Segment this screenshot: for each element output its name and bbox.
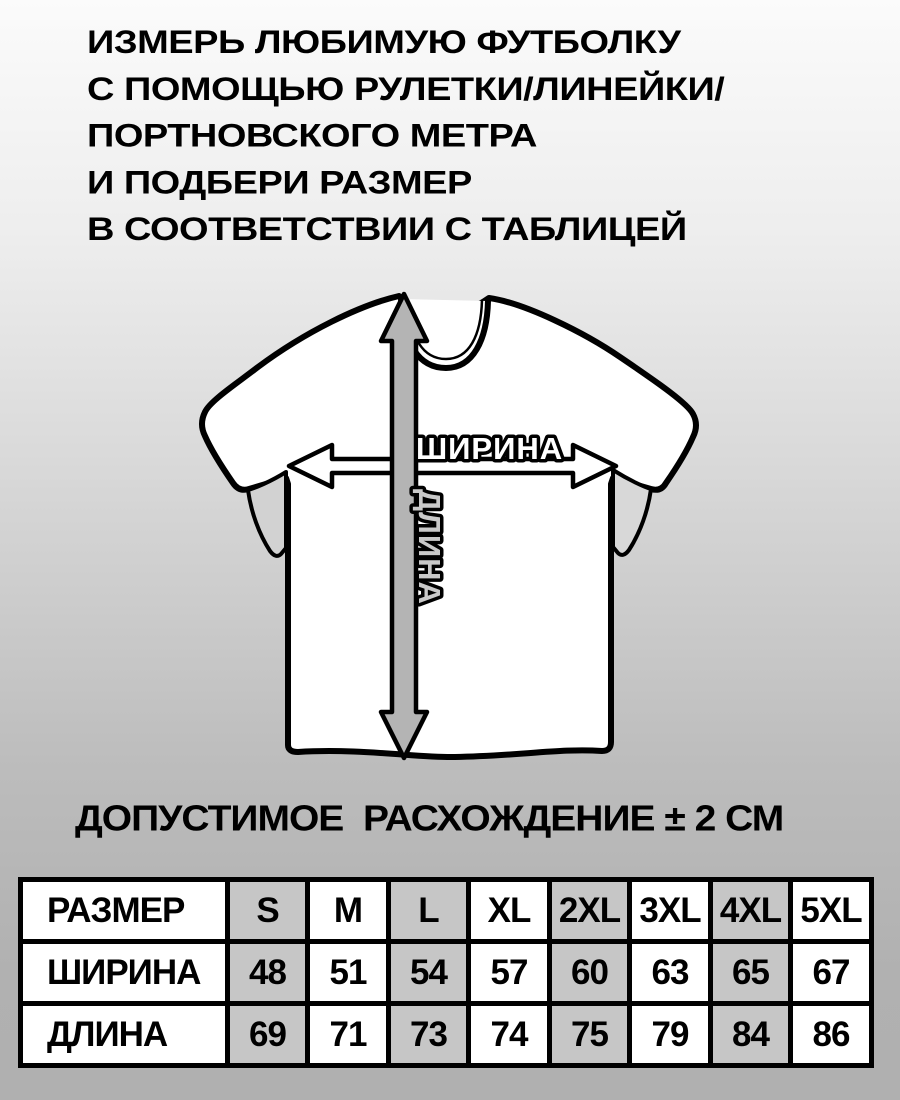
col-header-cell: 5XL bbox=[791, 880, 872, 942]
heading-line: И ПОДБЕРИ РАЗМЕР bbox=[87, 165, 472, 202]
col-header-cell: XL bbox=[469, 880, 550, 942]
value-cell: 74 bbox=[469, 1004, 550, 1066]
value-cell: 48 bbox=[228, 942, 308, 1004]
tolerance-note: ДОПУСТИМОЕ РАСХОЖДЕНИЕ ± 2 СМ bbox=[75, 799, 784, 839]
heading-line: ПОРТНОВСКОГО МЕТРА bbox=[87, 118, 537, 155]
length-label: ДЛИНА bbox=[412, 489, 447, 605]
col-header-cell: S bbox=[228, 880, 308, 942]
width-label: ШИРИНА bbox=[416, 431, 564, 466]
value-cell: 86 bbox=[791, 1004, 872, 1066]
col-header-cell: 3XL bbox=[630, 880, 711, 942]
size-table bbox=[18, 877, 874, 1068]
col-header-cell: 2XL bbox=[550, 880, 630, 942]
col-header-cell: M bbox=[308, 880, 389, 942]
value-cell: 60 bbox=[550, 942, 630, 1004]
value-cell: 65 bbox=[711, 942, 791, 1004]
row-label-cell: ШИРИНА bbox=[21, 942, 228, 1004]
heading-line: В СООТВЕТСТВИИ С ТАБЛИЦЕЙ bbox=[87, 212, 687, 248]
size-header-cell: РАЗМЕР bbox=[21, 880, 228, 942]
value-cell: 84 bbox=[711, 1004, 791, 1066]
row-label-cell: ДЛИНА bbox=[21, 1004, 228, 1066]
value-cell: 57 bbox=[469, 942, 550, 1004]
value-cell: 54 bbox=[389, 942, 469, 1004]
table-header-row bbox=[21, 880, 872, 942]
value-cell: 67 bbox=[791, 942, 872, 1004]
value-cell: 71 bbox=[308, 1004, 389, 1066]
value-cell: 69 bbox=[228, 1004, 308, 1066]
heading-line: С ПОМОЩЬЮ РУЛЕТКИ/ЛИНЕЙКИ/ bbox=[87, 71, 725, 108]
table-row-length bbox=[21, 1004, 872, 1066]
col-header-cell: 4XL bbox=[711, 880, 791, 942]
value-cell: 73 bbox=[389, 1004, 469, 1066]
table-row-width bbox=[21, 942, 872, 1004]
value-cell: 63 bbox=[630, 942, 711, 1004]
value-cell: 51 bbox=[308, 942, 389, 1004]
col-header-cell: L bbox=[389, 880, 469, 942]
value-cell: 79 bbox=[630, 1004, 711, 1066]
heading-line: ИЗМЕРЬ ЛЮБИМУЮ ФУТБОЛКУ bbox=[87, 25, 681, 61]
value-cell: 75 bbox=[550, 1004, 630, 1066]
